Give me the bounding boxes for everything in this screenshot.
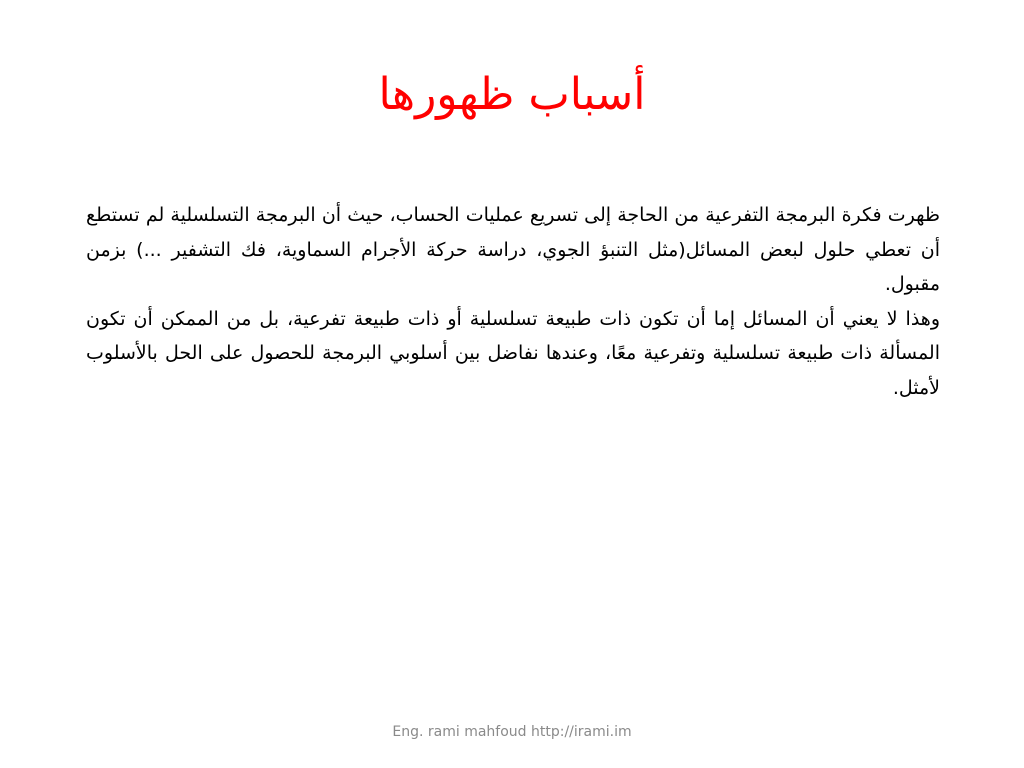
slide-footer: Eng. rami mahfoud http://irami.im <box>392 724 632 740</box>
body-paragraph-1: ظهرت فكرة البرمجة التفرعية من الحاجة إلى تسريع عمليات الحساب، حيث أن البرمجة التسلسلية لم تستطع أن تعطي حلول لبعض المسائل(مثل التنبؤ الجوي، دراسة حركة الأجرام السماوية، فك التشفير ...) بزمن مقبول. <box>86 204 940 295</box>
slide-title: أسباب ظهورها <box>378 69 646 120</box>
body-paragraph-2: وهذا لا يعني أن المسائل إما أن تكون ذات طبيعة تسلسلية أو ذات طبيعة تفرعية، بل من الممكن أن تكون المسألة ذات طبيعة تسلسلية وتفرعية معًا، وعندها نفاضل بين أسلوبي البرمجة للحصول على الحل بالأسلوب لأمثل. <box>86 307 940 399</box>
slide-body <box>86 198 940 405</box>
